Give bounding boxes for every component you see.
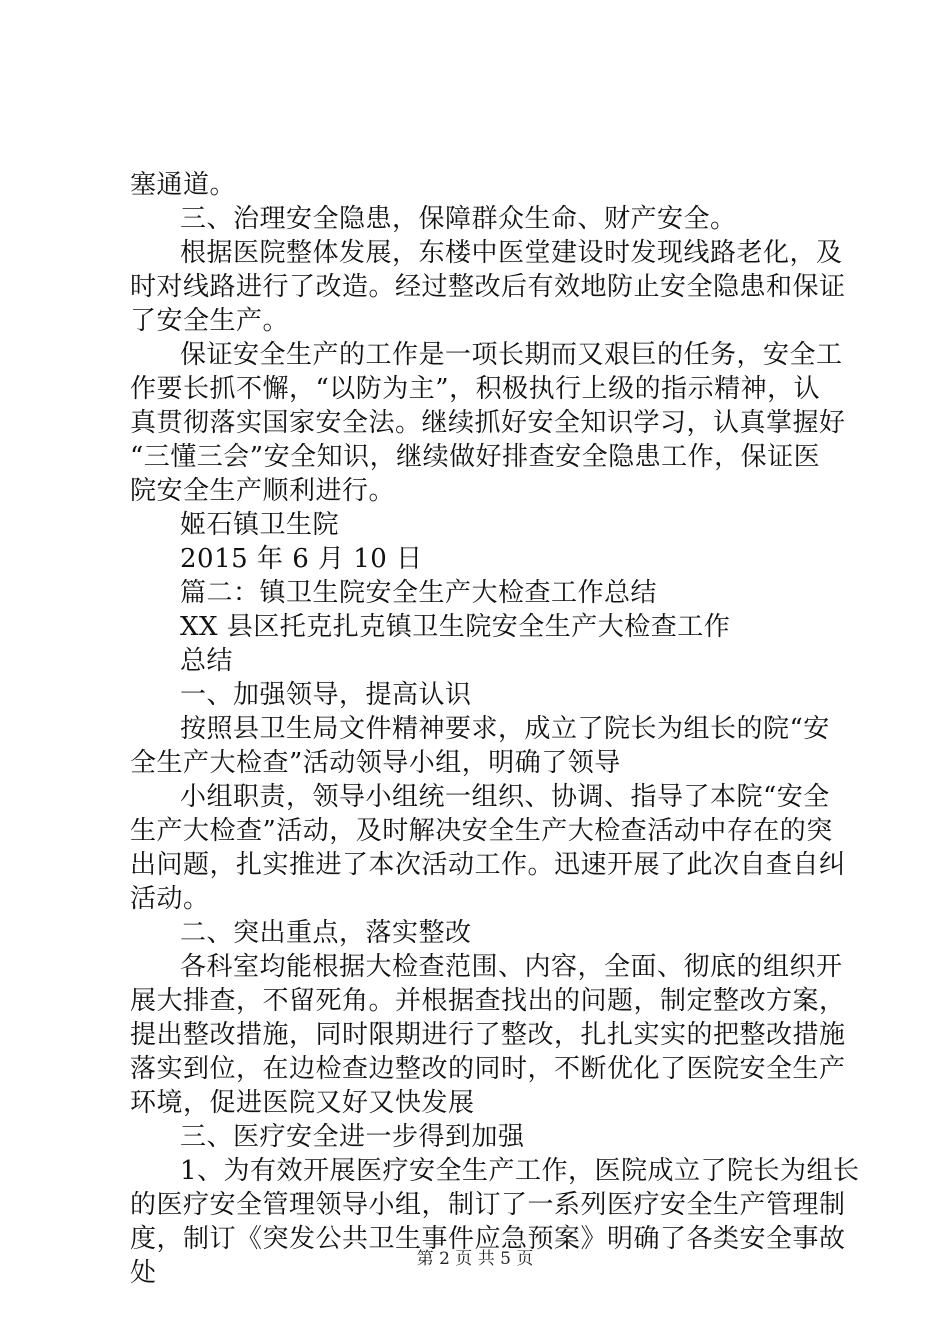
page-footer: 第 2 页 共 5 页	[416, 1249, 534, 1269]
text-line: 三、治理安全隐患，保障群众生命、财产安全。	[180, 204, 737, 234]
text-line: 展大排查，不留死角。并根据查找出的问题，制定整改方案，	[130, 986, 846, 1016]
document-body	[130, 168, 860, 1290]
text-line: 三、医疗安全进一步得到加强	[180, 1122, 525, 1152]
text-line: 了安全生产。	[130, 306, 290, 336]
text-line: 落实到位，在边检查边整改的同时，不断优化了医院安全生产	[130, 1054, 846, 1084]
text-line: 2015 年 6 月 10 日	[180, 544, 423, 574]
text-line: 的医疗安全管理领导小组，制订了一系列医疗安全生产管理制	[130, 1190, 846, 1220]
text-line: 生产大检查”活动，及时解决安全生产大检查活动中存在的突	[130, 816, 833, 846]
text-line: 塞通道。	[130, 170, 237, 200]
text-line: 各科室均能根据大检查范围、内容，全面、彻底的组织开	[180, 952, 843, 982]
text-line: 真贯彻落实国家安全法。继续抓好安全知识学习，认真掌握好	[130, 408, 846, 438]
text-line: 环境，促进医院又好又快发展	[130, 1088, 475, 1118]
text-line: 处	[130, 1258, 157, 1288]
text-line: 根据医院整体发展，东楼中医堂建设时发现线路老化，及	[180, 238, 843, 268]
text-line: XX 县区托克扎克镇卫生院安全生产大检查工作	[180, 612, 731, 642]
text-line: 一、加强领导，提高认识	[180, 680, 472, 710]
text-line: 总结	[180, 646, 234, 676]
text-line: “三懂三会”安全知识，继续做好排查安全隐患工作，保证医	[130, 442, 821, 472]
text-line: 活动。	[130, 884, 210, 914]
text-line: 作要长抓不懈，“以防为主”，积极执行上级的指示精神，认	[130, 374, 821, 404]
text-line: 1、为有效开展医疗安全生产工作，医院成立了院长为组长	[180, 1156, 860, 1186]
text-line: 院安全生产顺利进行。	[130, 476, 396, 506]
text-line: 按照县卫生局文件精神要求，成立了院长为组长的院“安	[180, 714, 830, 744]
text-line: 保证安全生产的工作是一项长期而又艰巨的任务，安全工	[180, 340, 843, 370]
text-line: 时对线路进行了改造。经过整改后有效地防止安全隐患和保证	[130, 272, 846, 302]
text-line: 二、突出重点，落实整改	[180, 918, 472, 948]
text-line: 小组职责，领导小组统一组织、协调、指导了本院“安全	[180, 782, 830, 812]
text-line: 出问题，扎实推进了本次活动工作。迅速开展了此次自查自纠	[130, 850, 846, 880]
text-line: 提出整改措施，同时限期进行了整改，扎扎实实的把整改措施	[130, 1020, 846, 1050]
text-line: 度，制订《突发公共卫生事件应急预案》明确了各类安全事故	[130, 1224, 846, 1254]
text-line: 姬石镇卫生院	[180, 510, 340, 540]
text-line: 篇二：镇卫生院安全生产大检查工作总结	[180, 578, 658, 608]
text-line: 全生产大检查”活动领导小组，明确了领导	[130, 748, 621, 778]
